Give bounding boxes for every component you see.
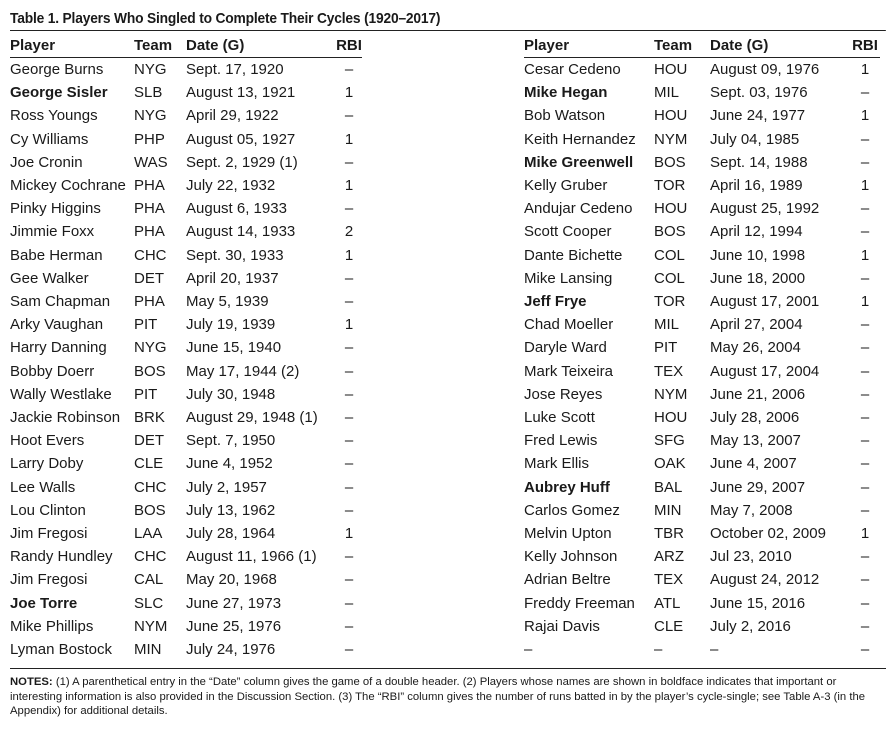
table-row: [524, 220, 880, 243]
table-row: [10, 592, 362, 615]
rbi-cell: –: [860, 548, 870, 566]
team-cell: CHC: [134, 548, 167, 566]
player-cell: Fred Lewis: [524, 432, 598, 450]
team-cell: BOS: [654, 223, 686, 241]
table-row: [10, 638, 362, 661]
table-row: [10, 615, 362, 638]
date-cell: June 29, 2007: [710, 478, 806, 496]
date-cell: Sept. 30, 1933: [186, 246, 284, 264]
rbi-cell: –: [860, 339, 870, 357]
date-cell: July 28, 2006: [710, 409, 800, 427]
player-cell: Rajai Davis: [524, 617, 600, 635]
date-cell: May 26, 2004: [710, 339, 801, 357]
rbi-cell: –: [860, 385, 870, 403]
team-cell: OAK: [654, 455, 686, 473]
date-cell: April 27, 2004: [710, 316, 803, 334]
player-cell: Mike Greenwell: [524, 153, 634, 171]
date-cell: –: [710, 641, 719, 659]
date-cell: Sept. 14, 1988: [710, 153, 808, 171]
table-row: [10, 383, 362, 406]
date-cell: June 15, 2016: [710, 594, 806, 612]
header-row: [10, 35, 362, 58]
player-cell: Mike Phillips: [10, 617, 94, 635]
date-cell: May 17, 1944 (2): [186, 362, 300, 380]
rbi-cell: –: [860, 316, 870, 334]
header-team: Team: [134, 35, 186, 58]
team-cell: SFG: [654, 432, 685, 450]
rbi-cell: –: [860, 571, 870, 589]
team-cell: NYG: [134, 61, 167, 78]
team-cell: BOS: [134, 362, 166, 380]
header-date: Date (G): [186, 35, 336, 58]
rbi-cell: –: [344, 548, 354, 566]
player-cell: Adrian Beltre: [524, 571, 611, 589]
rbi-cell: –: [344, 61, 354, 78]
date-cell: July 04, 1985: [710, 130, 800, 148]
player-cell: George Burns: [10, 61, 104, 78]
date-cell: June 24, 1977: [710, 107, 806, 125]
header-team: Team: [654, 35, 710, 58]
team-cell: CHC: [134, 478, 167, 496]
date-cell: May 5, 1939: [186, 293, 269, 311]
notes-label: NOTES:: [10, 676, 53, 688]
rbi-cell: –: [860, 269, 870, 287]
team-cell: COL: [654, 269, 685, 287]
player-cell: Mark Ellis: [524, 455, 590, 473]
date-cell: Sept. 2, 1929 (1): [186, 153, 298, 171]
team-cell: BOS: [654, 153, 686, 171]
player-cell: Jeff Frye: [524, 293, 587, 311]
team-cell: –: [654, 641, 663, 659]
rbi-cell: 1: [344, 84, 354, 102]
date-cell: June 4, 1952: [186, 455, 273, 473]
table-row: [524, 336, 880, 359]
right-table-body: [524, 58, 880, 662]
table-row: [10, 128, 362, 151]
table-row: [524, 522, 880, 545]
table-row: [10, 174, 362, 197]
player-cell: Arky Vaughan: [10, 316, 104, 334]
header-player: Player: [10, 35, 134, 58]
date-cell: August 25, 1992: [710, 200, 820, 218]
team-cell: PIT: [654, 339, 678, 357]
team-cell: CLE: [134, 455, 164, 473]
date-cell: June 15, 1940: [186, 339, 282, 357]
player-cell: Aubrey Huff: [524, 478, 610, 496]
rbi-cell: 1: [344, 316, 354, 334]
player-cell: Keith Hernandez: [524, 130, 636, 148]
table-row: [10, 58, 362, 82]
player-cell: Harry Danning: [10, 339, 107, 357]
table-row: [524, 128, 880, 151]
date-cell: June 27, 1973: [186, 594, 282, 612]
rbi-cell: –: [344, 571, 354, 589]
rbi-cell: –: [860, 130, 870, 148]
date-cell: June 18, 2000: [710, 269, 806, 287]
team-cell: BAL: [654, 478, 683, 496]
table-row: [10, 476, 362, 499]
player-cell: Chad Moeller: [524, 316, 614, 334]
player-cell: Hoot Evers: [10, 432, 85, 450]
date-cell: August 14, 1933: [186, 223, 296, 241]
rbi-cell: –: [344, 409, 354, 427]
table-notes: [10, 668, 886, 719]
date-cell: July 30, 1948: [186, 385, 276, 403]
rbi-cell: –: [344, 107, 354, 125]
date-cell: July 22, 1932: [186, 177, 276, 195]
player-cell: Dante Bichette: [524, 246, 623, 264]
table-row: [10, 336, 362, 359]
rbi-cell: –: [860, 455, 870, 473]
date-cell: July 19, 1939: [186, 316, 276, 334]
table-row: [524, 313, 880, 336]
team-cell: MIN: [654, 501, 682, 519]
table-row: [524, 545, 880, 568]
rbi-cell: –: [860, 84, 870, 102]
table-row: [10, 220, 362, 243]
header-row: [524, 35, 880, 58]
date-cell: June 10, 1998: [710, 246, 806, 264]
player-cell: Scott Cooper: [524, 223, 612, 241]
team-cell: MIL: [654, 316, 680, 334]
rbi-cell: –: [344, 478, 354, 496]
team-cell: PHA: [134, 223, 165, 241]
table-row: [10, 151, 362, 174]
table-row: [524, 383, 880, 406]
table-row: [10, 104, 362, 127]
team-cell: HOU: [654, 61, 688, 78]
left-table: [10, 35, 362, 661]
rbi-cell: –: [344, 455, 354, 473]
rbi-cell: –: [860, 501, 870, 519]
table-row: [10, 499, 362, 522]
table-row: [524, 290, 880, 313]
date-cell: June 21, 2006: [710, 385, 806, 403]
rbi-cell: –: [860, 594, 870, 612]
player-cell: Joe Torre: [10, 594, 78, 612]
team-cell: TEX: [654, 362, 684, 380]
team-cell: PHP: [134, 130, 165, 148]
rbi-cell: –: [860, 409, 870, 427]
player-cell: Carlos Gomez: [524, 501, 620, 519]
player-cell: Wally Westlake: [10, 385, 112, 403]
team-cell: NYM: [654, 130, 688, 148]
rbi-cell: –: [860, 478, 870, 496]
team-cell: HOU: [654, 200, 688, 218]
table-title: Table 1. Players Who Singled to Complete Their Cycles (1920–2017): [10, 8, 886, 31]
player-cell: Bobby Doerr: [10, 362, 95, 380]
date-cell: August 11, 1966 (1): [186, 548, 317, 566]
player-cell: Pinky Higgins: [10, 200, 101, 218]
player-cell: Cesar Cedeno: [524, 61, 621, 78]
player-cell: Randy Hundley: [10, 548, 113, 566]
date-cell: August 6, 1933: [186, 200, 287, 218]
table-row: [524, 615, 880, 638]
team-cell: CLE: [654, 617, 684, 635]
left-table-body: [10, 58, 362, 662]
rbi-cell: 2: [344, 223, 354, 241]
team-cell: SLB: [134, 84, 163, 102]
team-cell: TOR: [654, 293, 686, 311]
rbi-cell: –: [860, 617, 870, 635]
rbi-cell: –: [344, 153, 354, 171]
table-row: [524, 267, 880, 290]
player-cell: Luke Scott: [524, 409, 595, 427]
rbi-cell: 1: [344, 246, 354, 264]
player-cell: Jimmie Foxx: [10, 223, 95, 241]
team-cell: DET: [134, 269, 164, 287]
team-cell: ATL: [654, 594, 681, 612]
table-row: [524, 429, 880, 452]
team-cell: NYG: [134, 339, 167, 357]
team-cell: PHA: [134, 200, 165, 218]
rbi-cell: 1: [344, 130, 354, 148]
date-cell: May 13, 2007: [710, 432, 801, 450]
player-cell: Jose Reyes: [524, 385, 603, 403]
table-row: [524, 244, 880, 267]
rbi-cell: –: [860, 432, 870, 450]
date-cell: April 12, 1994: [710, 223, 803, 241]
table-row: [524, 174, 880, 197]
date-cell: Jul 23, 2010: [710, 548, 792, 566]
date-cell: July 28, 1964: [186, 525, 276, 543]
table-row: [524, 81, 880, 104]
team-cell: HOU: [654, 409, 688, 427]
date-cell: April 20, 1937: [186, 269, 279, 287]
table-row: [524, 452, 880, 475]
date-cell: July 13, 1962: [186, 501, 276, 519]
team-cell: SLC: [134, 594, 164, 612]
team-cell: LAA: [134, 525, 163, 543]
rbi-cell: 1: [860, 177, 870, 195]
date-cell: May 20, 1968: [186, 571, 277, 589]
table-row: [10, 452, 362, 475]
date-cell: August 05, 1927: [186, 130, 296, 148]
player-cell: Mike Hegan: [524, 84, 608, 102]
header-player: Player: [524, 35, 654, 58]
table-row: [524, 499, 880, 522]
rbi-cell: 1: [344, 525, 354, 543]
player-cell: Bob Watson: [524, 107, 606, 125]
table-row: [524, 592, 880, 615]
rbi-cell: –: [344, 200, 354, 218]
date-cell: Sept. 17, 1920: [186, 61, 284, 78]
team-cell: BRK: [134, 409, 165, 427]
player-cell: Kelly Johnson: [524, 548, 618, 566]
team-cell: NYG: [134, 107, 167, 125]
table-row: [10, 522, 362, 545]
table-row: [524, 406, 880, 429]
date-cell: Sept. 7, 1950: [186, 432, 276, 450]
date-cell: October 02, 2009: [710, 525, 826, 543]
document-page: [10, 8, 886, 717]
player-cell: Jackie Robinson: [10, 409, 121, 427]
header-rbi: RBI: [336, 35, 362, 58]
date-cell: August 17, 2004: [710, 362, 820, 380]
table-row: [10, 313, 362, 336]
date-cell: April 29, 1922: [186, 107, 279, 125]
table-row: [10, 545, 362, 568]
date-cell: May 7, 2008: [710, 501, 793, 519]
right-table: [524, 35, 880, 661]
rbi-cell: –: [860, 200, 870, 218]
table-row: [10, 568, 362, 591]
notes-text: (1) A parenthetical entry in the “Date” column gives the game of a double header. (2) Players whose names are shown in boldface indicates that important or interesting information is also provided in the Discussion Section. (3) The “RBI” column gives the number of runs batted in by the player’s cycle-single; see Table A-3 (in the Appendix) for additional details.: [10, 676, 866, 717]
player-cell: Freddy Freeman: [524, 594, 635, 612]
rbi-cell: –: [344, 385, 354, 403]
player-cell: Sam Chapman: [10, 293, 111, 311]
table-row: [10, 290, 362, 313]
rbi-cell: –: [344, 501, 354, 519]
player-cell: Larry Doby: [10, 455, 84, 473]
team-cell: CAL: [134, 571, 164, 589]
header-date: Date (G): [710, 35, 850, 58]
date-cell: August 24, 2012: [710, 571, 820, 589]
table-row: [10, 197, 362, 220]
player-cell: Babe Herman: [10, 246, 103, 264]
rbi-cell: –: [344, 269, 354, 287]
rbi-cell: –: [860, 153, 870, 171]
table-row: [10, 429, 362, 452]
player-cell: Cy Williams: [10, 130, 89, 148]
player-cell: Lyman Bostock: [10, 641, 112, 659]
player-cell: Joe Cronin: [10, 153, 83, 171]
table-row: [524, 638, 880, 661]
date-cell: April 16, 1989: [710, 177, 803, 195]
rbi-cell: –: [860, 223, 870, 241]
table-row: [524, 151, 880, 174]
player-cell: Lou Clinton: [10, 501, 86, 519]
table-row: [524, 104, 880, 127]
team-cell: CHC: [134, 246, 167, 264]
rbi-cell: –: [344, 293, 354, 311]
team-cell: PHA: [134, 177, 165, 195]
team-cell: MIL: [654, 84, 680, 102]
date-cell: June 25, 1976: [186, 617, 282, 635]
team-cell: NYM: [134, 617, 168, 635]
header-rbi: RBI: [850, 35, 880, 58]
team-cell: COL: [654, 246, 685, 264]
player-cell: Daryle Ward: [524, 339, 607, 357]
player-cell: Lee Walls: [10, 478, 76, 496]
rbi-cell: –: [344, 594, 354, 612]
date-cell: Sept. 03, 1976: [710, 84, 808, 102]
team-cell: BOS: [134, 501, 166, 519]
rbi-cell: 1: [860, 61, 870, 78]
player-cell: Ross Youngs: [10, 107, 98, 125]
date-cell: June 4, 2007: [710, 455, 797, 473]
table-row: [524, 58, 880, 82]
date-cell: August 13, 1921: [186, 84, 296, 102]
team-cell: PIT: [134, 316, 158, 334]
player-cell: Jim Fregosi: [10, 525, 88, 543]
player-cell: –: [524, 641, 533, 659]
team-cell: WAS: [134, 153, 168, 171]
rbi-cell: –: [344, 617, 354, 635]
rbi-cell: –: [344, 432, 354, 450]
rbi-cell: –: [344, 339, 354, 357]
table-row: [10, 360, 362, 383]
player-cell: George Sisler: [10, 84, 108, 102]
player-cell: Jim Fregosi: [10, 571, 88, 589]
date-cell: August 29, 1948 (1): [186, 409, 318, 427]
date-cell: August 17, 2001: [710, 293, 820, 311]
rbi-cell: 1: [860, 293, 870, 311]
player-cell: Melvin Upton: [524, 525, 612, 543]
player-cell: Andujar Cedeno: [524, 200, 633, 218]
rbi-cell: –: [344, 362, 354, 380]
team-cell: TBR: [654, 525, 684, 543]
rbi-cell: –: [860, 641, 870, 659]
team-cell: TEX: [654, 571, 684, 589]
table-row: [10, 267, 362, 290]
rbi-cell: –: [344, 641, 354, 659]
team-cell: ARZ: [654, 548, 684, 566]
rbi-cell: 1: [860, 246, 870, 264]
team-cell: MIN: [134, 641, 162, 659]
player-cell: Mike Lansing: [524, 269, 613, 287]
table-row: [524, 360, 880, 383]
date-cell: July 2, 1957: [186, 478, 267, 496]
team-cell: PIT: [134, 385, 158, 403]
table-row: [524, 197, 880, 220]
rbi-cell: 1: [344, 177, 354, 195]
table-row: [10, 244, 362, 267]
date-cell: July 24, 1976: [186, 641, 276, 659]
player-cell: Mark Teixeira: [524, 362, 613, 380]
rbi-cell: –: [860, 362, 870, 380]
date-cell: August 09, 1976: [710, 61, 820, 78]
player-cell: Kelly Gruber: [524, 177, 608, 195]
team-cell: TOR: [654, 177, 686, 195]
team-cell: HOU: [654, 107, 688, 125]
table-row: [10, 406, 362, 429]
player-cell: Gee Walker: [10, 269, 89, 287]
table-row: [524, 476, 880, 499]
tables-container: [10, 31, 886, 659]
team-cell: PHA: [134, 293, 165, 311]
table-row: [10, 81, 362, 104]
team-cell: NYM: [654, 385, 688, 403]
rbi-cell: 1: [860, 525, 870, 543]
rbi-cell: 1: [860, 107, 870, 125]
player-cell: Mickey Cochrane: [10, 177, 126, 195]
team-cell: DET: [134, 432, 164, 450]
date-cell: July 2, 2016: [710, 617, 791, 635]
table-row: [524, 568, 880, 591]
